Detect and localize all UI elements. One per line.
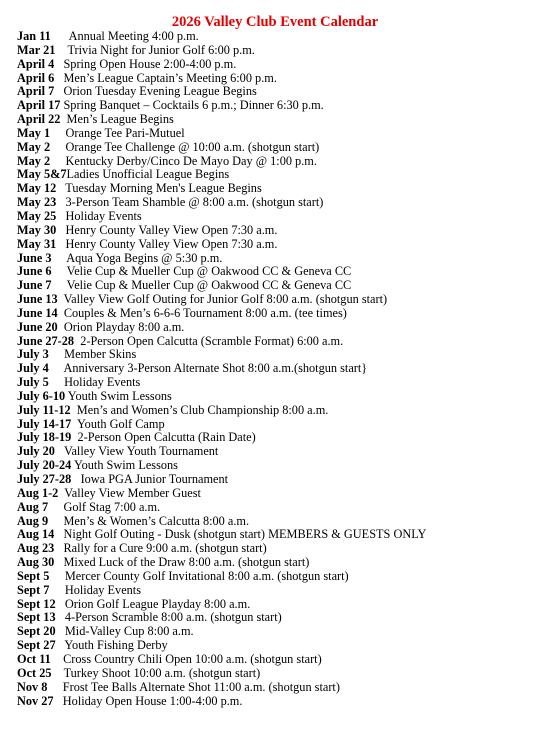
event-row — [17, 459, 542, 473]
event-date: April 17 — [17, 99, 61, 113]
event-row — [17, 252, 542, 266]
event-description: Cross Country Chili Open 10:00 a.m. (shotgun start) — [63, 652, 322, 666]
event-row — [17, 30, 542, 44]
page-title: 2026 Valley Club Event Calendar — [171, 14, 379, 30]
event-spacer — [56, 625, 65, 638]
event-description: Youth Golf Camp — [77, 417, 165, 431]
event-description: 4-Person Scramble 8:00 a.m. (shotgun start) — [64, 611, 282, 625]
event-spacer — [51, 653, 63, 666]
event-date: Sept 5 — [17, 569, 50, 583]
event-date: June 20 — [17, 320, 58, 334]
event-description: Henry County Valley View Open 7:30 a.m. — [65, 223, 278, 237]
event-description: Golf Stag 7:00 a.m. — [63, 500, 161, 514]
event-date: Aug 1-2 — [17, 486, 59, 500]
event-spacer — [49, 584, 64, 597]
event-description: Turkey Shoot 10:00 a.m. (shotgun start) — [63, 666, 261, 680]
event-description: Rally for a Cure 9:00 a.m. (shotgun start) — [63, 542, 267, 556]
event-date: July 11-12 — [17, 403, 71, 417]
event-date: Jan 11 — [17, 30, 51, 43]
event-row — [17, 473, 542, 487]
event-description: Trivia Night for Junior Golf 6:00 p.m. — [67, 43, 255, 57]
event-row — [17, 653, 542, 667]
event-spacer — [56, 196, 65, 209]
event-date: May 25 — [17, 209, 57, 223]
event-description: Valley View Golf Outing for Junior Golf 8:00 a.m. (shotgun start) — [63, 293, 388, 307]
event-row — [17, 224, 542, 238]
event-row — [17, 445, 542, 459]
event-date: April 7 — [17, 85, 55, 99]
event-row — [17, 182, 542, 196]
event-date: May 1 — [17, 126, 51, 140]
event-spacer — [49, 362, 64, 375]
event-date: Sept 27 — [17, 639, 56, 653]
event-spacer — [56, 238, 65, 251]
event-row — [17, 210, 542, 224]
event-date: Aug 14 — [17, 528, 55, 542]
event-row — [17, 155, 542, 169]
event-row — [17, 321, 542, 335]
event-description: Men’s League Captain’s Meeting 6:00 p.m. — [63, 71, 277, 85]
event-description: Holiday Open House 1:00-4:00 p.m. — [62, 694, 243, 708]
event-description: Orion Tuesday Evening League Begins — [63, 85, 257, 99]
event-description: Member Skins — [64, 348, 137, 362]
event-list — [17, 30, 542, 708]
event-description: Valley View Youth Tournament — [63, 445, 219, 459]
event-row — [17, 404, 542, 418]
event-description: Orion Playday 8:00 a.m. — [63, 320, 185, 334]
event-date: April 4 — [17, 57, 55, 71]
event-spacer — [49, 376, 64, 389]
event-date: Nov 27 — [17, 694, 54, 708]
event-date: Sept 20 — [17, 625, 56, 639]
event-date: Mar 21 — [17, 43, 56, 57]
event-row — [17, 556, 542, 570]
event-date: July 4 — [17, 362, 49, 376]
event-row — [17, 58, 542, 72]
event-description: Spring Open House 2:00-4:00 p.m. — [63, 57, 237, 71]
event-description: Mixed Luck of the Draw 8:00 a.m. (shotgun start) — [63, 556, 310, 570]
event-row — [17, 362, 542, 376]
event-date: July 14-17 — [17, 417, 72, 431]
event-date: Aug 9 — [17, 514, 49, 528]
event-row — [17, 570, 542, 584]
event-row — [17, 376, 542, 390]
event-spacer — [56, 182, 65, 195]
event-spacer — [52, 252, 67, 265]
event-row — [17, 667, 542, 681]
event-row — [17, 639, 542, 653]
event-date: June 6 — [17, 265, 52, 279]
event-date: Aug 7 — [17, 500, 49, 514]
event-description: Men’s & Women’s Calcutta 8:00 a.m. — [63, 514, 250, 528]
event-row — [17, 127, 542, 141]
event-row — [17, 307, 542, 321]
event-description: Youth Swim Lessons — [73, 459, 178, 473]
event-description: Orion Golf League Playday 8:00 a.m. — [64, 597, 251, 611]
event-date: July 5 — [17, 376, 49, 390]
event-spacer — [54, 695, 63, 708]
event-date: Aug 23 — [17, 542, 55, 556]
event-description: Mid-Valley Cup 8:00 a.m. — [64, 625, 194, 639]
event-description: Iowa PGA Junior Tournament — [80, 473, 229, 486]
event-description: Kentucky Derby/Cinco De Mayo Day @ 1:00 p.m. — [65, 154, 317, 168]
event-description: Velie Cup & Mueller Cup @ Oakwood CC & Geneva CC — [66, 265, 352, 279]
event-date: May 12 — [17, 182, 57, 196]
event-row — [17, 265, 542, 279]
event-description: 2-Person Open Calcutta (Scramble Format) 6:00 a.m. — [80, 334, 344, 348]
event-spacer — [47, 681, 62, 694]
event-description: Holiday Events — [64, 376, 141, 390]
event-row — [17, 695, 542, 709]
event-row — [17, 681, 542, 695]
event-row — [17, 85, 542, 99]
event-spacer — [56, 598, 65, 611]
event-description: Aqua Yoga Begins @ 5:30 p.m. — [66, 251, 223, 265]
event-row — [17, 584, 542, 598]
event-spacer — [52, 667, 64, 680]
event-row — [17, 99, 542, 113]
event-description: Men’s and Women’s Club Championship 8:00 a.m. — [76, 403, 329, 417]
event-date: May 23 — [17, 196, 57, 210]
event-description: Holiday Events — [64, 583, 142, 597]
event-date: May 5&7 — [17, 168, 67, 182]
event-description: Valley View Member Guest — [64, 486, 201, 500]
event-spacer — [49, 570, 64, 583]
event-date: June 27-28 — [17, 334, 75, 348]
event-row — [17, 418, 542, 432]
event-date: July 27-28 — [17, 473, 72, 486]
event-row — [17, 542, 542, 556]
event-date: April 22 — [17, 113, 61, 127]
event-description: Night Golf Outing - Dusk (shotgun start) MEMBERS & GUESTS ONLY — [63, 528, 427, 542]
event-date: July 20-24 — [17, 459, 72, 473]
event-row — [17, 487, 542, 501]
event-row — [17, 141, 542, 155]
event-spacer — [48, 501, 63, 514]
event-row — [17, 501, 542, 515]
event-row — [17, 348, 542, 362]
event-date: June 7 — [17, 279, 52, 293]
event-spacer — [51, 30, 69, 43]
event-spacer — [50, 127, 65, 140]
event-date: Aug 30 — [17, 556, 55, 570]
event-description: Tuesday Morning Men's League Begins — [65, 182, 262, 196]
event-date: July 6-10 — [17, 389, 66, 403]
event-date: Sept 13 — [17, 611, 56, 625]
event-row — [17, 196, 542, 210]
event-description: Youth Fishing Derby — [64, 639, 168, 653]
event-row — [17, 293, 542, 307]
event-date: May 31 — [17, 237, 57, 251]
event-spacer — [52, 279, 67, 292]
event-date: Oct 25 — [17, 666, 52, 680]
event-row — [17, 168, 542, 182]
event-row — [17, 611, 542, 625]
event-row — [17, 431, 542, 445]
event-spacer — [48, 515, 63, 528]
event-row — [17, 279, 542, 293]
event-description: Ladies Unofficial League Begins — [66, 168, 230, 182]
event-row — [17, 528, 542, 542]
event-row — [17, 44, 542, 58]
event-date: May 2 — [17, 140, 51, 154]
event-date: July 18-19 — [17, 431, 72, 445]
event-spacer — [50, 155, 65, 168]
event-date: Sept 7 — [17, 583, 50, 597]
event-row — [17, 238, 542, 252]
event-date: July 20 — [17, 445, 55, 459]
event-date: June 14 — [17, 306, 58, 320]
event-date: June 3 — [17, 251, 52, 265]
event-row — [17, 335, 542, 349]
event-row — [17, 598, 542, 612]
event-description: Frost Tee Balls Alternate Shot 11:00 a.m. (shotgun start) — [62, 680, 340, 694]
event-description: Velie Cup & Mueller Cup @ Oakwood CC & Geneva CC — [66, 279, 352, 293]
event-description: Couples & Men’s 6-6-6 Tournament 8:00 a.m. (tee times) — [63, 306, 347, 320]
event-spacer — [55, 445, 64, 458]
event-spacer — [71, 473, 80, 486]
event-spacer — [50, 141, 65, 154]
event-description: 3-Person Team Shamble @ 8:00 a.m. (shotgun start) — [65, 196, 324, 210]
event-description: Mercer County Golf Invitational 8:00 a.m. (shotgun start) — [64, 569, 349, 583]
event-description: Spring Banquet – Cocktails 6 p.m.; Dinner 6:30 p.m. — [63, 99, 324, 113]
event-description: Annual Meeting 4:00 p.m. — [68, 30, 199, 43]
event-spacer — [49, 348, 64, 361]
event-date: July 3 — [17, 348, 49, 362]
event-spacer — [55, 44, 67, 57]
event-date: May 30 — [17, 223, 57, 237]
event-row — [17, 72, 542, 86]
event-date: June 13 — [17, 293, 58, 307]
event-row — [17, 113, 542, 127]
event-spacer — [56, 210, 65, 223]
event-row — [17, 515, 542, 529]
event-date: Oct 11 — [17, 652, 51, 666]
event-spacer — [56, 224, 65, 237]
event-date: April 6 — [17, 71, 55, 85]
event-description: Orange Tee Pari-Mutuel — [65, 126, 185, 140]
event-date: May 2 — [17, 154, 51, 168]
event-description: Holiday Events — [65, 209, 142, 223]
event-description: Youth Swim Lessons — [67, 389, 172, 403]
event-description: 2-Person Open Calcutta (Rain Date) — [77, 431, 256, 445]
event-spacer — [56, 611, 65, 624]
event-description: Anniversary 3-Person Alternate Shot 8:00 a.m.(shotgun start} — [63, 362, 368, 376]
event-date: Nov 8 — [17, 680, 48, 694]
event-row — [17, 625, 542, 639]
event-spacer — [52, 265, 67, 278]
event-description: Orange Tee Challenge @ 10:00 a.m. (shotgun start) — [65, 140, 320, 154]
event-description: Men’s League Begins — [66, 113, 174, 127]
event-description: Henry County Valley View Open 7:30 a.m. — [65, 237, 278, 251]
event-row — [17, 390, 542, 404]
event-date: Sept 12 — [17, 597, 56, 611]
